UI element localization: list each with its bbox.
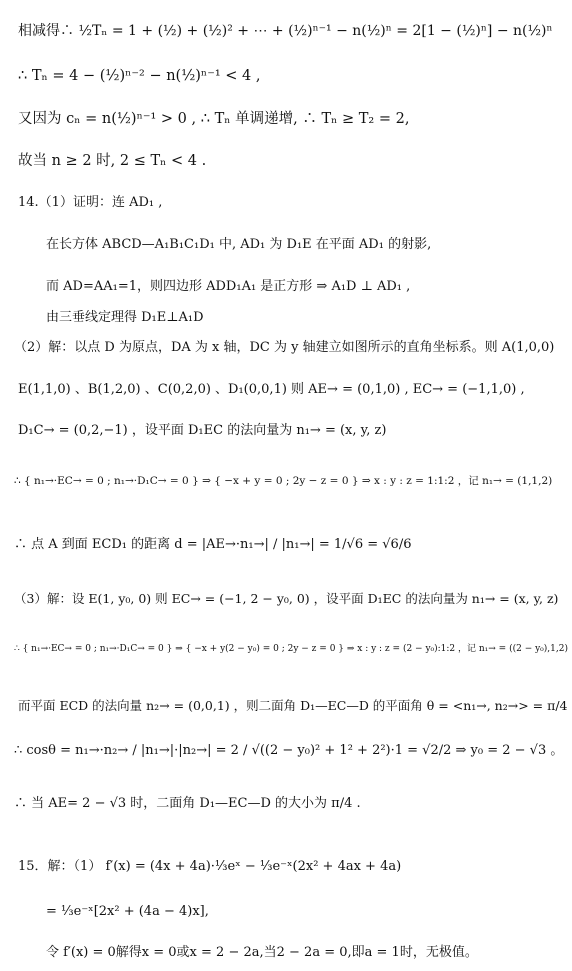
text-line-1: 相减得∴ ½Tₙ = 1 + (½) + (½)² + ⋯ + (½)ⁿ⁻¹ − n(½)ⁿ = 2[1 − (½)ⁿ] − n(½)ⁿ [18, 23, 553, 39]
text-line-20: = ⅓e⁻ˣ[2x² + (4a − 4)x], [46, 904, 209, 919]
text-line-10: E(1,1,0) 、B(1,2,0) 、C(0,2,0) 、D₁(0,0,1) 则 AE→ = (0,1,0) , EC→ = (−1,1,0) , [18, 382, 525, 397]
text-line-13: ∴ 点 A 到面 ECD₁ 的距离 d = |AE→·n₁→| / |n₁→| = 1/√6 = √6/6 [14, 537, 412, 552]
text-line-8: 由三垂线定理得 D₁E⊥A₁D [46, 310, 204, 325]
text-line-3: 又因为 cₙ = n(½)ⁿ⁻¹ > 0 , ∴ Tₙ 单调递增, ∴ Tₙ ≥ T₂ = 2, [18, 111, 410, 127]
text-line-9: （2）解：以点 D 为原点，DA 为 x 轴，DC 为 y 轴建立如图所示的直角坐标系。则 A(1,0,0) [14, 340, 555, 355]
text-line-7: 而 AD=AA₁=1，则四边形 ADD₁A₁ 是正方形 ⇒ A₁D ⊥ AD₁ , [46, 279, 411, 294]
text-line-18: ∴ 当 AE= 2 − √3 时，二面角 D₁—EC—D 的大小为 π/4 . [14, 796, 361, 811]
text-line-5: 14.（1）证明：连 AD₁ , [18, 195, 163, 210]
text-line-12: ∴ { n₁→·EC→ = 0 ; n₁→·D₁C→ = 0 } ⇒ { −x + y = 0 ; 2y − z = 0 } ⇒ x : y : z = 1:1:2 ，记 n₁→ = (1,1,2) [14, 475, 553, 487]
text-line-2: ∴ Tₙ = 4 − (½)ⁿ⁻² − n(½)ⁿ⁻¹ < 4 , [18, 68, 261, 84]
text-line-6: 在长方体 ABCD—A₁B₁C₁D₁ 中, AD₁ 为 D₁E 在平面 AD₁ 的射影, [46, 237, 432, 252]
text-line-16: 而平面 ECD 的法向量 n₂→ = (0,0,1) ，则二面角 D₁—EC—D 的平面角 θ = <n₁→, n₂→> = π/4 [18, 698, 568, 713]
text-line-15: ∴ { n₁→·EC→ = 0 ; n₁→·D₁C→ = 0 } ⇒ { −x + y(2 − y₀) = 0 ; 2y − z = 0 } ⇒ x : y : z = (2 − y₀):1:2 ，记 n₁→ = ((2 − y₀),1,2) [14, 644, 568, 654]
text-line-11: D₁C→ = (0,2,−1) ，设平面 D₁EC 的法向量为 n₁→ = (x, y, z) [18, 423, 387, 438]
text-line-4: 故当 n ≥ 2 时, 2 ≤ Tₙ < 4 . [18, 153, 207, 169]
text-line-19: 15．解：（1） f′(x) = (4x + 4a)·⅓eˣ − ⅓e⁻ˣ(2x² + 4ax + 4a) [18, 859, 402, 874]
text-line-21: 令 f′(x) = 0解得x = 0或x = 2 − 2a,当2 − 2a = 0,即a = 1时，无极值。 [46, 945, 478, 960]
text-line-17: ∴ cosθ = n₁→·n₂→ / |n₁→|·|n₂→| = 2 / √((2 − y₀)² + 1² + 2²)·1 = √2/2 ⇒ y₀ = 2 − √3 。 [14, 743, 564, 758]
text-line-14: （3）解：设 E(1, y₀, 0) 则 EC→ = (−1, 2 − y₀, 0) ，设平面 D₁EC 的法向量为 n₁→ = (x, y, z) [14, 591, 559, 606]
